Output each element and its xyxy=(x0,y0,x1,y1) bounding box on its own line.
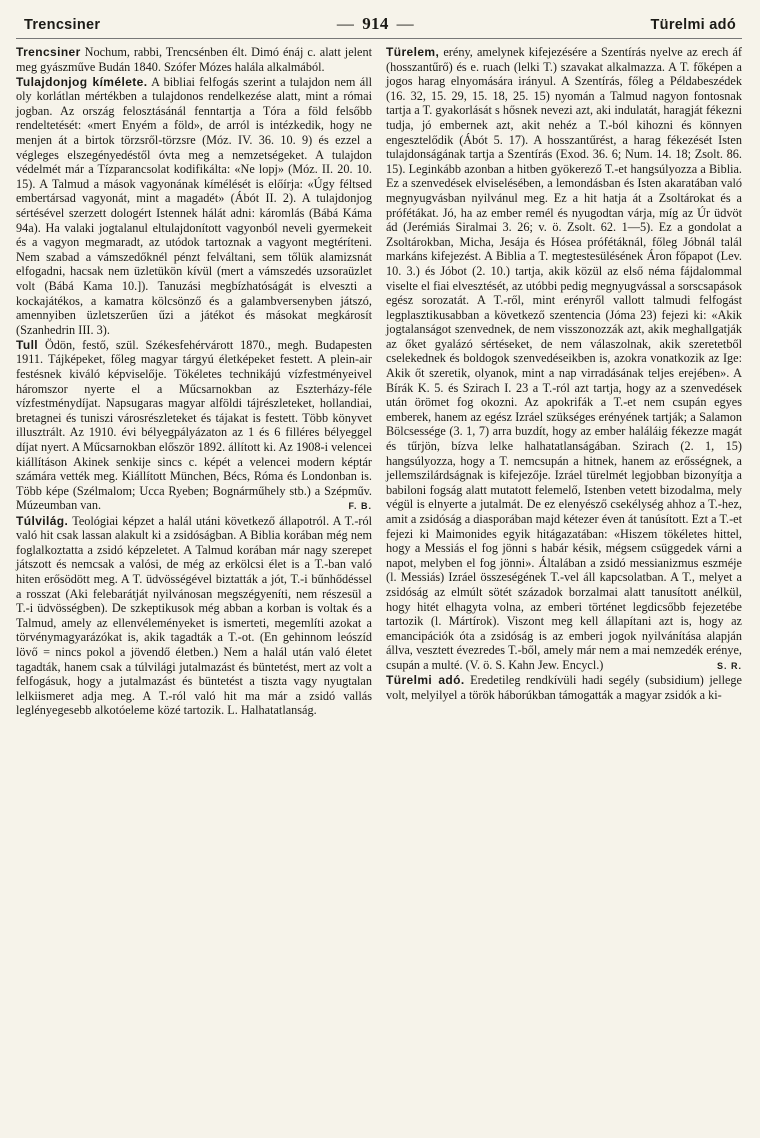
entry-text: A bibliai felfogás szerint a tulajdon nem áll oly korlátlan mértékben a tulajdonos rendelkezése alatt, mint a római jogban. Az ország felosztásánál fenntartja a Tóra a föld felsőbb rendeltetését: «mert Enyém a föld», de arról is intézkedik, hogy ne menjen át a birtok törzsről-törzsre (Móz. IV. 36. 10. 9) és ezzel a végleges elszegényedéstől óvta meg a nemzetségeket. A tulajdon védelmét már a Tízparancsolat kodifikálta: «Ne lopj» (Móz. II. 20. 10. 15). A Talmud a mások vagyonának kímélését is előírja: «Úgy féltsed embertársad vagyonát, mint a magadét» (Ábót II. 2). A tulajdonjog sértésével szerzett dologért Istennek hálát adni: káromlás (Bábá Káma 94a). Ha valaki jogtalanul eltulajdonított vagyonból neveli gyermekeit és a vagyon megmaradt, az utódok tartoznak a vagyont megtéríteni. Nem szabad a vámszedőknél pénzt felváltani, sem tőlük alamizsnát elfogadni, hacsak nem üzletükön kívül (mert a vámszedés uzsoraüzlet volt (Bábá Kama 10.]). Tanuzási megbízhatóságát is elveszti a kockajátékos, a kamatra kölcsönző és a galambversenyben játszó, amennyiben üzletszerűen űzi a játékot és másokat megkárosít (Szanhedrin III. 3). xyxy=(16,74,372,337)
entry-tull xyxy=(16,338,372,513)
author-signature: S. R. xyxy=(716,660,742,671)
entry-tulajdonjog xyxy=(16,75,372,338)
entry-text: Eredetileg rendkívüli hadi segély (subsidium) jellege volt, melyilyel a török háborúkban támogatták a magyar zsidók a ki- xyxy=(386,673,742,702)
entry-text: Ödön, festő, szül. Székesfehérvárott 1870., megh. Budapesten 1911. Tájképeket, főleg magyar tárgyú életképeket festett. A plein-air festésnek kiváló képviselője. Tökéletes technikájú vízfestményeivel háromszor nyerte el a Műcsarnokban az Eszterházy-féle vízfestménydíjat. Napsugaras magyar alföldi tájrészleteket, hollandiai, bretagnei és tuniszi városrészleteket és tájakat is festett. Több könyvet illusztrált. Az 1910. évi bélyegpályázaton az 1 és 6 filléres bélyeggel díjat nyert. A Műcsarnokban először 1892. állított ki. Az 1908-i velencei kiállításon Akinek senkije sincs c. képét a velencei modern képtár számára vették meg. Kiállított München, Bécs, Róma és Londonban is. Több képe (Szélmalom; Ucca Ryeben; Bognárműhely stb.) a Szépműv. Múzeumban van. xyxy=(16,337,372,513)
entry-headword: Türelmi adó. xyxy=(386,673,465,688)
entry-text: erény, amelynek kifejezésére a Szentírás nyelve az erech áf (hosszantűrő) és e. ruach (lelki T.) szavakat alkalmazza. A T. főképen a jogos harag elnyomására irányul. A Szentírás, főleg a Példabeszédek (16. 32, 15. 29, 15. 18, 25. 15) nyomán a Talmud nagyon fontosnak tartja a T. gyakorlását s hősnek nevezi azt, aki indulatát, haragját fékezni tudja, jó embernek azt, akit nehéz a T.-ból kihozni és könnyen engesztelődik (Ábót 5. 17). A hosszantűrést, a harag fékezését Isten tulajdonságának tartja a Szentírás (Exod. 36. 6; Num. 14. 18; Zsolt. 86. 15). Leginkább azonban a hitben gyökerező T.-et hangsúlyozza a Biblia. Ez a szenvedések elviselésében, a lemondásban és Isten akaratában való megnyugvásban nyilvánul meg. Ez a hit hatja át a Zsoltárokat és a prófétákat. Jó, ha az ember remél és nyugodtan várja, míg az Úr üdvöt ád (Jerémiás Siralmai 3. 26; v. ö. Zsolt. 62. 1—5). Ez a gondolat a Zsoltárokban, Micha, Jesája és Hósea prófétáknál, főleg Jóbnál talál markáns kifejezést. A Biblia a T. megtestesülésének Áron főpapot (Lev. 10. 3.) és Jóbot (2. 10.) tartja, akik közül az első néma fájdalommal viselte el fiai elvesztését, az utóbbi pedig megnyugvással a sorscsapások egész sorozatát. A T.-ről, mint erényről vallott talmudi felfogást legplasztikusabban a következő szentencia (Jóma 23) fejezi ki: «Akik jogtalanságot szenvednek, de nem visszonozzák azt, akik meghallgatják az őket gyalázó sértéseket, de nem válaszolnak, akik szeretetből cselekednek és boldogok szenvedéseikben is, azokra vonatkozik az Ige: Akik őt szeretik, olyanok, mint a nap virradásának teljes erejében». A Bírák K. 5. és Szirach I. 23 a T.-ról azt tartja, hogy az a szenvedések után örömet fog okozni. Az apokrifák a T.-et nem csupán egyes emberek, hanem az egész Izráel szükséges erényének tartják; a Salamon Bölcsessége (3. 1, 7) arra buzdít, hogy az ember haláláig fékezze magát és tűrjön, bízva lelke halhatatlanságában. Szirach (2. 1, 15) hangsúlyozza, hogy a T. nemcsupán a hitnek, hanem az erősségnek, a jellemszilárdságnak is kifejezője. Izráel türelmét legjobban bizonyítja a babiloni fogság alatt mutatott felemelő, Istenben vetett bizodalma, mely végül is elnyerte a jutalmát. De ez elenyésző csekélység ahhoz a T.-hez, amit a zsidóság a diasporában majd kétezer éven át tanúsított. Ezt a T.-et fejezi ki Maimonides egyik hitágazatában: «Hiszem tökéletes hittel, hogy a Messiás el fog jönni s habár késik, mégsem csüggedek várni a napot, melyben el fog jönni». Általában a zsidó messianizmus eszméje (l. Messiás) Izráel összeségének T.-vel áll kapcsolatban. A T., melyet a zsidóság az elmúlt sötét századok borzalmai alatt tanusított anélkül, hogy hitét elhagyta volna, az emberi történet legdicsőbb fejezetébe tartozik (l. Mártírok). Viszont meg kell állapítani azt is, hogy az emancipációk óta a zsidóság is az emberi jogok nyilvánítása alapján állva, vesztett évezredes T.-ből, amely már nem a mai nemzedék erénye, csupán a multé. (V. ö. S. Kahn Jew. Encycl.) xyxy=(386,45,743,672)
entry-headword: Trencsiner xyxy=(16,45,81,59)
entry-headword: Tulajdonjog kímélete. xyxy=(16,74,148,89)
text-columns xyxy=(16,45,742,718)
entry-turelem xyxy=(386,45,742,673)
left-column xyxy=(16,45,372,718)
author-signature: F. B. xyxy=(348,501,372,511)
running-header xyxy=(16,14,742,39)
entry-text: Teológiai képzet a halál utáni következő állapotról. A T.-ról való hit csak lassan alakult ki a zsidóságban. A Biblia korában még nem foglalkoztatta a zsidó képzeletet. A Talmud korában már nagy szerepet játszott és nemcsak a valósi, de még az erkölcsi élet is a T.-ban való hiten erősödött meg. A T. üdvösségével biztatták a jót, T.-i bűnhődéssel a rosszat (Aki felebarátját nyilvánosan megszégyeníti, nem részesül a T.-i üdvösségben). De szkeptikusok még abban a korban is voltak és a Talmud, amely az ellenvéleményeket is ismerteti, megemlíti azokat a törvénymagyarázókat is, akik tagadták a T.-ot. (En gehinnom leószíd lövő = nincs pokol a jövendő életben.) Nem a halál után való életet tagadták, hanem csak a túlvilági jutalmazást és büntetést, mert az volt a felfogásuk, hogy a jutalmazást és büntetést a tiszta vagy nyugtalan lelkiismeret adja meg. A T.-ról való hit ma már a zsidó vallás leglényegesebb alkotóeleme közé tartozik. L. Halhatatlanság. xyxy=(16,513,373,718)
entry-headword: Türelem, xyxy=(386,45,440,59)
right-column xyxy=(386,45,742,718)
entry-text: Nochum, rabbi, Trencsénben élt. Dimó énáj c. alatt jelent meg gyászműve Budán 1840. Szófer Mózes halála alkalmából. xyxy=(16,45,372,74)
entry-turelmi-ado xyxy=(386,673,742,702)
header-right-term: Türelmi adó xyxy=(650,17,736,33)
entry-headword: Tull xyxy=(16,337,39,352)
entry-headword: Túlvilág. xyxy=(16,513,69,528)
entry-tulvilag xyxy=(16,514,372,718)
header-left-term: Trencsiner xyxy=(24,17,101,33)
entry-trencsiner xyxy=(16,45,372,74)
page-number: — 914 — xyxy=(329,14,422,34)
